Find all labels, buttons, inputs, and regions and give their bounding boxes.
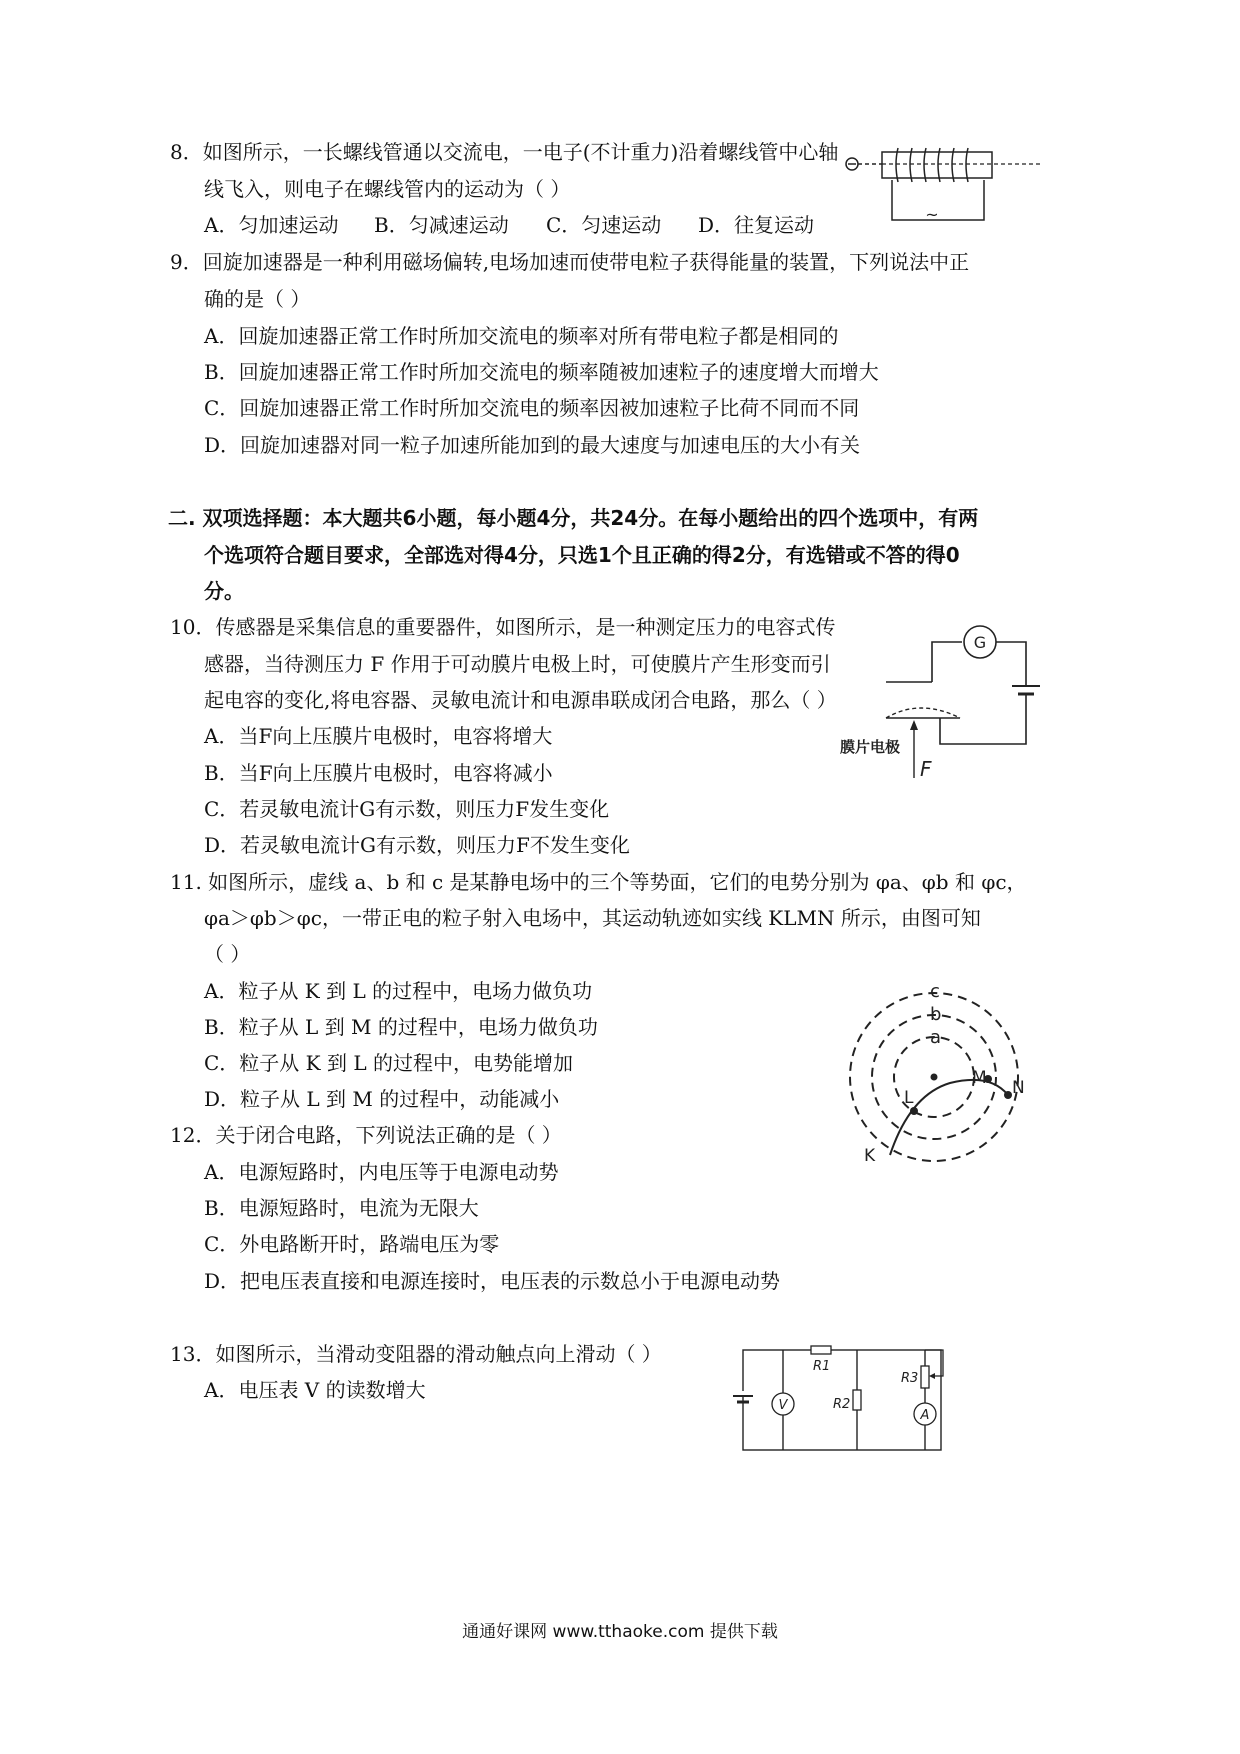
q8-line2: 线飞入，则电子在螺线管内的运动为（ ） bbox=[204, 177, 571, 201]
q13-option-a: A．电压表 V 的读数增大 bbox=[204, 1378, 426, 1402]
r3-label: R3 bbox=[901, 1371, 919, 1386]
q11-line1: 11. 如图所示，虚线 a、b 和 c 是某静电场中的三个等势面，它们的电势分别为 φa、φb 和 φc， bbox=[170, 870, 1027, 894]
section2-heading-line3: 分。 bbox=[204, 579, 244, 603]
label-m: M bbox=[972, 1068, 987, 1088]
q11-line3: （ ） bbox=[204, 942, 251, 966]
resistor-r1 bbox=[811, 1346, 831, 1354]
q10-option-d: D．若灵敏电流计G有示数，则压力F不发生变化 bbox=[204, 833, 630, 857]
solenoid-coil bbox=[896, 148, 968, 182]
q8-option-b: B．匀减速运动 bbox=[374, 213, 509, 237]
equipotential-figure bbox=[840, 975, 1050, 1170]
q9-line2: 确的是（ ） bbox=[204, 287, 311, 311]
center-charge bbox=[931, 1074, 938, 1081]
section2-heading-line2: 个选项符合题目要求，全部选对得4分，只选1个且正确的得2分，有选错或不答的得0 bbox=[204, 543, 960, 567]
r2-label: R2 bbox=[833, 1397, 851, 1412]
q10-line3: 起电容的变化,将电容器、灵敏电流计和电源串联成闭合电路，那么（ ） bbox=[204, 688, 837, 712]
label-c: c bbox=[930, 981, 940, 1002]
q12-line1: 12．关于闭合电路，下列说法正确的是（ ） bbox=[170, 1123, 562, 1147]
q11-option-a: A．粒子从 K 到 L 的过程中，电场力做负功 bbox=[204, 979, 593, 1003]
q12-option-d: D．把电压表直接和电源连接时，电压表的示数总小于电源电动势 bbox=[204, 1269, 781, 1293]
label-b: b bbox=[930, 1004, 942, 1025]
q10-line2: 感器，当待测压力 F 作用于可动膜片电极上时，可使膜片产生形变而引 bbox=[204, 652, 831, 676]
label-l: L bbox=[904, 1088, 914, 1108]
ammeter-label: A bbox=[920, 1408, 930, 1423]
label-k: K bbox=[864, 1146, 876, 1166]
q8-options bbox=[204, 211, 814, 239]
label-a: a bbox=[930, 1027, 942, 1048]
solenoid-body bbox=[882, 152, 992, 178]
section2-heading-line1: 二. 双项选择题：本大题共6小题，每小题4分，共24分。在每小题给出的四个选项中，有两 bbox=[168, 506, 979, 530]
q9-option-b: B．回旋加速器正常工作时所加交流电的频率随被加速粒子的速度增大而增大 bbox=[204, 360, 879, 384]
q9-line1: 9．回旋加速器是一种利用磁场偏转,电场加速而使带电粒子获得能量的装置，下列说法中正 bbox=[170, 250, 970, 274]
q11-option-c: C．粒子从 K 到 L 的过程中，电势能增加 bbox=[204, 1051, 573, 1075]
q12-option-a: A．电源短路时，内电压等于电源电动势 bbox=[204, 1160, 559, 1184]
q8-line1: 8．如图所示，一长螺线管通以交流电，一电子(不计重力)沿着螺线管中心轴 bbox=[170, 140, 839, 164]
q11-line2: φa＞φb＞φc，一带正电的粒子射入电场中，其运动轨迹如实线 KLMN 所示，由图可知 bbox=[204, 906, 981, 930]
galvanometer-label: G bbox=[973, 633, 987, 652]
capacitor-sensor-figure bbox=[840, 620, 1050, 790]
point-n bbox=[1004, 1091, 1012, 1099]
rheostat-r3 bbox=[921, 1366, 929, 1388]
membrane-label: 膜片电极 bbox=[840, 738, 901, 756]
q10-option-a: A．当F向上压膜片电极时，电容将增大 bbox=[204, 724, 553, 748]
q10-option-c: C．若灵敏电流计G有示数，则压力F发生变化 bbox=[204, 797, 610, 821]
point-l bbox=[910, 1107, 918, 1115]
q9-option-c: C．回旋加速器正常工作时所加交流电的频率因被加速粒子比荷不同而不同 bbox=[204, 396, 860, 420]
rheostat-slider bbox=[929, 1373, 935, 1379]
resistor-r2 bbox=[853, 1390, 861, 1410]
solenoid-figure bbox=[840, 140, 1040, 230]
voltmeter-label: V bbox=[778, 1398, 788, 1413]
q13-line1: 13．如图所示，当滑动变阻器的滑动触点向上滑动（ ） bbox=[170, 1342, 662, 1366]
ac-source-symbol: ~ bbox=[925, 205, 939, 224]
membrane-dashed bbox=[886, 708, 960, 718]
q11-option-b: B．粒子从 L 到 M 的过程中，电场力做负功 bbox=[204, 1015, 598, 1039]
circuit-figure bbox=[725, 1342, 955, 1457]
q8-option-d: D．往复运动 bbox=[698, 213, 815, 237]
q9-option-d: D．回旋加速器对同一粒子加速所能加到的最大速度与加速电压的大小有关 bbox=[204, 433, 861, 457]
q8-option-a: A．匀加速运动 bbox=[204, 213, 339, 237]
r1-label: R1 bbox=[813, 1359, 831, 1374]
q12-option-b: B．电源短路时，电流为无限大 bbox=[204, 1196, 479, 1220]
q8-option-c: C．匀速运动 bbox=[546, 213, 662, 237]
q11-option-d: D．粒子从 L 到 M 的过程中，动能减小 bbox=[204, 1087, 560, 1111]
q12-option-c: C．外电路断开时，路端电压为零 bbox=[204, 1232, 500, 1256]
force-label: F bbox=[920, 757, 932, 781]
q10-line1: 10．传感器是采集信息的重要器件，如图所示，是一种测定压力的电容式传 bbox=[170, 615, 836, 639]
label-n: N bbox=[1012, 1078, 1025, 1098]
q10-option-b: B．当F向上压膜片电极时，电容将减小 bbox=[204, 761, 553, 785]
page-footer: 通通好课网 www.tthaoke.com 提供下载 bbox=[462, 1622, 778, 1642]
q9-option-a: A．回旋加速器正常工作时所加交流电的频率对所有带电粒子都是相同的 bbox=[204, 324, 839, 348]
